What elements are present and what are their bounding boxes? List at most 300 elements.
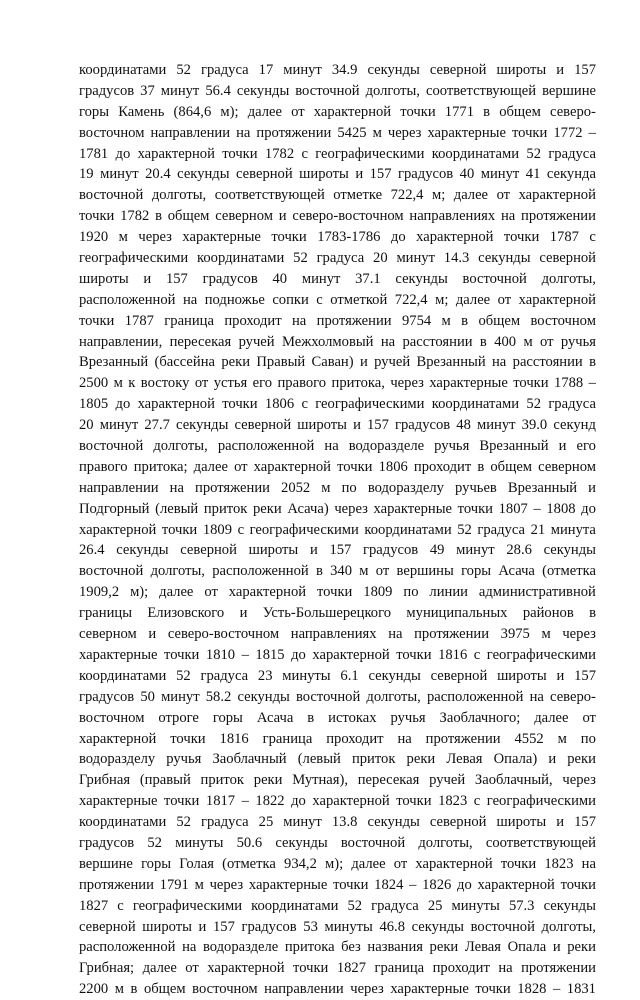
text-word: общем: [499, 103, 541, 120]
text-line: [79, 164, 596, 185]
text-line: [79, 582, 596, 603]
text-word: точки: [79, 208, 115, 225]
text-word: правого: [277, 375, 327, 392]
text-word: 52: [347, 897, 363, 914]
text-word: координатами: [79, 814, 167, 831]
text-word: 52: [176, 667, 191, 684]
text-line: [79, 833, 596, 854]
text-word: м: [541, 626, 551, 643]
text-word: восточном: [79, 709, 145, 726]
text-word: от: [393, 855, 408, 872]
text-word: 34.9: [331, 62, 358, 78]
text-word: точки: [396, 793, 432, 810]
text-word: долготы,: [541, 918, 596, 935]
text-word: градуса: [316, 250, 365, 267]
text-line: [79, 352, 596, 373]
text-word: 1810: [205, 646, 236, 663]
text-word: (левый: [155, 500, 199, 517]
text-word: точки: [457, 500, 493, 517]
text-word: 52: [176, 814, 191, 831]
text-word: на: [380, 333, 396, 350]
text-word: соответствующей: [214, 187, 325, 204]
text-word: правого: [79, 458, 128, 475]
text-word: ручей: [374, 354, 411, 371]
text-word: характерной: [228, 584, 307, 601]
text-word: и: [198, 918, 207, 935]
text-line: [79, 770, 596, 791]
text-word: характерной: [312, 793, 390, 810]
text-word: секунды: [367, 62, 420, 78]
text-word: ручья: [390, 709, 426, 726]
text-word: и: [353, 417, 361, 434]
text-word: Асача: [256, 709, 294, 726]
text-word: м);: [325, 855, 344, 872]
text-word: Грибная: [79, 772, 131, 789]
text-word: до: [581, 500, 596, 517]
text-word: северной: [539, 250, 596, 267]
text-word: Врезанный: [479, 438, 549, 455]
text-word: расстоянии: [402, 333, 473, 350]
text-line: [79, 436, 596, 457]
text-word: от: [497, 291, 512, 308]
text-word: 2500: [79, 375, 109, 392]
text-word: Мутная),: [292, 772, 348, 789]
text-word: и: [239, 605, 248, 622]
text-word: реки: [406, 751, 436, 768]
text-word: реки: [429, 939, 459, 956]
text-word: вершины: [396, 563, 454, 580]
text-word: соответствующей: [425, 82, 537, 99]
text-word: в: [130, 981, 138, 998]
text-word: 722,4: [390, 187, 424, 204]
text-word: минут: [100, 166, 139, 183]
text-line: [79, 227, 596, 248]
text-word: градуса: [477, 521, 525, 538]
text-word: на: [292, 312, 307, 329]
text-word: минуты: [175, 834, 224, 851]
text-word: 39.0: [521, 417, 548, 434]
text-word: характерной: [518, 291, 596, 308]
text-word: до: [115, 396, 131, 413]
text-word: –: [241, 793, 249, 810]
text-word: точки: [500, 855, 537, 872]
text-word: секунды: [543, 897, 596, 914]
text-word: Саван): [311, 354, 354, 371]
text-word: 1787: [124, 312, 154, 329]
text-word: соответствующей: [485, 834, 596, 851]
text-word: широты: [248, 542, 299, 559]
text-line: [79, 144, 596, 165]
text-word: точки: [164, 646, 200, 663]
text-word: характерные: [390, 981, 469, 998]
text-word: общем: [490, 458, 533, 475]
text-word: Правый: [256, 354, 306, 371]
text-word: секунды: [543, 542, 596, 559]
text-word: Заоблачного;: [439, 709, 521, 726]
text-word: характерной: [415, 855, 493, 872]
text-word: далее: [142, 960, 177, 977]
text-word: расположенной: [426, 688, 524, 705]
text-word: Елизовского: [147, 605, 225, 622]
text-word: в: [477, 458, 485, 475]
text-word: Межхолмовый: [281, 333, 374, 350]
text-word: до: [291, 646, 306, 663]
text-word: 56.4: [205, 82, 231, 99]
text-word: географическими: [315, 396, 425, 413]
text-word: через: [334, 500, 368, 517]
text-word: градусов: [241, 918, 297, 935]
text-word: 20: [373, 250, 388, 267]
text-word: Опала): [493, 751, 538, 768]
text-word: через: [350, 981, 384, 998]
text-word: расположенной: [217, 438, 315, 455]
text-word: от: [375, 563, 390, 580]
text-word: градуса: [548, 396, 596, 413]
text-line: [79, 917, 596, 938]
text-word: направлении: [150, 124, 231, 141]
text-word: 1826: [422, 876, 452, 893]
text-word: направлении: [79, 479, 159, 496]
text-word: протяжении: [425, 730, 501, 747]
text-word: (правый: [139, 772, 191, 789]
text-word: 1909,2: [79, 584, 120, 601]
text-word: от: [204, 584, 218, 601]
text-word: градусов: [363, 542, 419, 559]
text-word: широты: [496, 814, 547, 831]
text-word: 1772: [553, 124, 583, 141]
text-word: 2200: [79, 981, 109, 998]
text-word: Заоблачный,: [474, 772, 553, 789]
text-word: и: [556, 62, 565, 78]
text-word: 1824: [374, 876, 404, 893]
text-word: точки: [222, 145, 258, 162]
text-word: широты: [297, 417, 347, 434]
text-word: Камень: [118, 103, 165, 120]
text-word: востоку: [140, 375, 190, 392]
text-word: до: [457, 876, 472, 893]
text-word: 25: [427, 897, 443, 914]
text-word: градуса: [200, 667, 249, 684]
text-word: 52: [176, 62, 191, 78]
text-word: координатами: [431, 396, 520, 413]
text-word: восточной: [340, 834, 406, 851]
text-word: Усть-Большерецкого: [262, 605, 392, 622]
text-word: далее: [159, 584, 194, 601]
text-line: [79, 311, 596, 332]
text-word: 157: [165, 270, 188, 287]
text-word: градусов: [398, 166, 454, 183]
text-word: восточной: [79, 187, 144, 204]
text-word: и: [588, 479, 596, 496]
text-word: на: [169, 479, 184, 496]
text-word: минут: [99, 417, 139, 434]
text-word: минут: [456, 542, 495, 559]
text-word: координатами: [251, 897, 339, 914]
text-word: граница: [262, 730, 313, 747]
text-word: градусов: [79, 688, 135, 705]
text-word: далее: [455, 291, 491, 308]
text-word: точки: [333, 876, 369, 893]
text-word: северной: [180, 542, 237, 559]
text-word: через: [390, 375, 424, 392]
text-word: его: [252, 375, 273, 392]
text-word: далее: [351, 855, 386, 872]
text-word: Заоблачный: [212, 751, 287, 768]
text-word: направлениях: [409, 208, 496, 225]
text-word: на: [388, 626, 403, 643]
text-word: характерные: [429, 375, 508, 392]
text-word: координатами: [364, 521, 452, 538]
text-word: 400: [494, 333, 517, 350]
text-word: координатами: [197, 250, 285, 267]
text-word: 2052: [281, 479, 311, 496]
text-line: [79, 123, 596, 144]
text-word: Врезанный: [79, 354, 149, 371]
text-word: характерной: [518, 187, 596, 204]
text-word: 20: [79, 417, 94, 434]
text-word: притока,: [331, 375, 385, 392]
text-word: горы: [212, 709, 243, 726]
text-word: с: [473, 646, 481, 663]
text-word: восточном: [530, 312, 596, 329]
text-word: районов: [522, 605, 574, 622]
text-word: точки: [337, 458, 373, 475]
text-word: устья: [213, 375, 248, 392]
text-line: [79, 290, 596, 311]
text-word: характерной: [207, 960, 285, 977]
text-word: м: [118, 229, 128, 246]
text-line: [79, 749, 596, 770]
text-word: м: [113, 375, 123, 392]
text-word: Грибная;: [79, 960, 135, 977]
text-word: до: [390, 229, 406, 246]
text-word: притока: [284, 939, 335, 956]
text-word: 46.8: [379, 918, 405, 935]
text-word: восточной: [462, 270, 527, 287]
text-word: водоразделу: [367, 479, 444, 496]
text-word: общем: [478, 312, 521, 329]
text-word: секунды: [275, 834, 328, 851]
text-word: 1817: [205, 793, 236, 810]
text-word: 1783-1786: [317, 229, 381, 246]
text-word: с: [117, 897, 124, 914]
text-word: по: [341, 479, 357, 496]
text-word: широты: [79, 270, 129, 287]
text-word: точки: [400, 103, 436, 120]
text-word: 58.2: [205, 688, 232, 705]
text-word: 157: [574, 667, 596, 684]
text-word: (отметка: [542, 563, 596, 580]
text-line: [79, 248, 596, 269]
text-word: –: [588, 375, 596, 392]
text-word: муниципальных: [406, 605, 508, 622]
text-word: минут: [160, 82, 200, 99]
text-word: протяжении: [195, 479, 270, 496]
text-word: 1823: [438, 793, 468, 810]
text-word: минут: [477, 417, 516, 434]
text-word: с: [316, 291, 323, 308]
text-word: подножье: [204, 291, 265, 308]
text-word: 3975: [500, 626, 530, 643]
text-word: через: [209, 876, 244, 893]
text-line: [79, 708, 596, 729]
text-word: общем: [167, 208, 210, 225]
text-word: –: [241, 646, 249, 663]
text-word: 1827: [336, 960, 367, 977]
text-word: Асача: [498, 563, 535, 580]
text-word: пересекая: [357, 772, 420, 789]
text-word: от: [582, 709, 596, 726]
text-word: 1782: [264, 145, 295, 162]
text-line: [79, 896, 596, 917]
text-word: на: [500, 208, 516, 225]
text-word: восточной: [79, 563, 144, 580]
text-word: 17: [258, 62, 274, 78]
text-word: м: [557, 730, 567, 747]
text-word: минуты: [451, 897, 500, 914]
text-word: точки: [503, 229, 540, 246]
text-word: протяжении: [414, 626, 490, 643]
text-word: горы: [79, 103, 110, 120]
text-word: 157: [574, 62, 596, 78]
text-word: 1788: [554, 375, 584, 392]
text-word: проходит: [432, 960, 490, 977]
text-word: характерной: [477, 876, 555, 893]
text-word: протяжении: [256, 124, 332, 141]
text-word: от: [291, 103, 305, 120]
text-word: проходит: [326, 730, 384, 747]
text-word: м);: [220, 103, 239, 120]
text-line: [79, 875, 596, 896]
text-word: проходит: [224, 312, 282, 329]
text-word: Врезанный: [507, 479, 578, 496]
text-word: 1831: [566, 981, 596, 998]
text-word: м;: [431, 187, 446, 204]
text-word: 1809: [202, 521, 232, 538]
text-word: северо-восточном: [292, 208, 404, 225]
text-word: –: [409, 876, 417, 893]
text-word: координатами: [79, 667, 167, 684]
text-word: далее: [247, 103, 282, 120]
text-word: 21: [530, 521, 546, 538]
text-word: его: [576, 438, 596, 455]
text-word: 1771: [444, 103, 474, 120]
text-word: 19: [79, 166, 94, 183]
text-word: секунды: [177, 166, 230, 183]
text-word: от: [234, 458, 248, 475]
text-word: и: [359, 354, 368, 371]
text-word: северной: [429, 814, 487, 831]
text-word: градусов: [79, 82, 135, 99]
text-word: характерной: [313, 103, 392, 120]
text-word: 1816: [438, 646, 468, 663]
text-word: точки: [317, 584, 353, 601]
text-line: [79, 540, 596, 561]
text-word: отметке: [333, 187, 383, 204]
text-word: характерной: [416, 229, 494, 246]
text-word: 25: [258, 814, 274, 831]
text-word: точки: [222, 396, 258, 413]
text-word: Врезанный: [416, 354, 486, 371]
text-word: притока;: [133, 458, 188, 475]
text-word: 4552: [514, 730, 544, 747]
text-word: восточном: [79, 124, 145, 141]
text-word: (отметка: [222, 855, 276, 872]
text-word: м: [523, 333, 533, 350]
text-word: 37.1: [355, 270, 381, 287]
text-line: [79, 958, 596, 979]
text-word: минута: [550, 521, 596, 538]
text-word: точки: [170, 730, 206, 747]
text-word: м: [441, 312, 451, 329]
text-word: (864,6: [173, 103, 212, 120]
text-word: северной: [234, 417, 292, 434]
text-word: 23: [257, 667, 273, 684]
text-word: характерные: [373, 500, 453, 517]
text-word: в: [589, 605, 596, 622]
text-line: [79, 478, 596, 499]
text-line: [79, 687, 596, 708]
text-word: приток: [203, 500, 248, 517]
text-word: градуса: [200, 814, 249, 831]
text-word: 1823: [544, 855, 574, 872]
text-word: географическими: [79, 250, 189, 267]
text-word: ручья: [166, 751, 202, 768]
text-word: и: [309, 542, 318, 559]
text-word: вершине: [79, 855, 133, 872]
text-word: Подгорный: [79, 500, 150, 517]
text-word: восточной: [79, 438, 144, 455]
text-word: через: [562, 626, 596, 643]
text-line: [79, 979, 596, 1000]
text-word: минут: [480, 166, 520, 183]
text-word: 157: [574, 814, 596, 831]
text-word: 49: [429, 542, 445, 559]
text-word: 1809: [363, 584, 393, 601]
text-word: в: [479, 333, 487, 350]
text-word: 157: [369, 166, 392, 183]
text-word: ручей: [429, 772, 466, 789]
text-word: вершине: [542, 82, 596, 99]
text-word: секунды: [367, 814, 420, 831]
text-word: долготы,: [151, 187, 207, 204]
text-line: [79, 185, 596, 206]
text-line: [79, 269, 596, 290]
text-word: –: [588, 124, 596, 141]
text-word: характерные: [182, 229, 261, 246]
text-word: –: [552, 981, 561, 998]
text-word: долготы,: [366, 688, 421, 705]
text-word: характерной: [253, 458, 331, 475]
text-word: на: [182, 291, 198, 308]
text-word: и: [556, 814, 565, 831]
text-word: от: [496, 187, 511, 204]
text-line: [79, 624, 596, 645]
text-word: градуса: [200, 62, 249, 78]
text-line: [79, 937, 596, 958]
text-line: [79, 603, 596, 624]
text-line: [79, 102, 596, 123]
text-word: секунды: [478, 250, 531, 267]
text-line: [79, 415, 596, 436]
text-line: [79, 206, 596, 227]
text-word: 28.6: [506, 542, 532, 559]
text-word: направлении: [264, 981, 344, 998]
text-word: характерной: [79, 730, 157, 747]
text-word: северном: [538, 458, 596, 475]
text-word: градуса: [371, 897, 419, 914]
text-word: северо-: [550, 103, 596, 120]
